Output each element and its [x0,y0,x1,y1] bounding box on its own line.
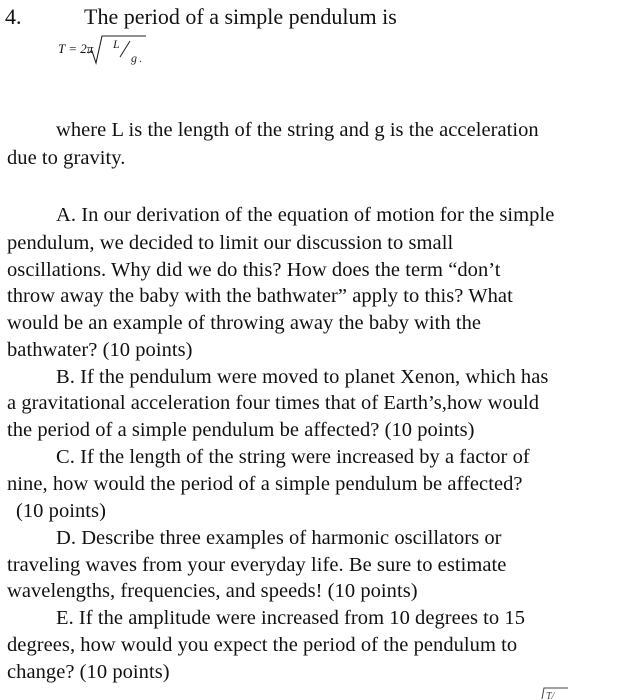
part-c-line-2: nine, how would the period of a simple pendulum be affected? [7,473,523,495]
part-a-line-1: A. In our derivation of the equation of motion for the simple [56,204,555,226]
part-d-line-2: traveling waves from your everyday life. Be sure to estimate [7,554,507,576]
question-number: 4. [5,4,22,29]
part-b-line-1: B. If the pendulum were moved to planet Xenon, which has [56,366,549,388]
formula-radical [86,34,156,66]
part-e-line-3: change? (10 points) [7,661,170,683]
part-c-line-3: (10 points) [16,500,106,522]
part-c-line-1: C. If the length of the string were increased by a factor of [56,446,530,468]
intro-line-2: due to gravity. [7,147,126,169]
part-a-line-4: throw away the baby with the bathwater” apply to this? What [7,285,513,307]
corner-fragment-text: T/ [546,691,555,700]
formula-denominator: g [131,51,137,65]
intro-line-1: where L is the length of the string and g is the acceleration [56,119,539,141]
formula-lhs: T = 2π [58,41,94,56]
part-b-line-2: a gravitational acceleration four times that of Earth’s,how would [7,392,540,414]
formula-trailing: . [139,51,142,65]
cropped-formula-fragment [540,686,570,700]
part-a-line-3: oscillations. Why did we do this? How does the term “don’t [7,259,501,281]
part-b-line-3: the period of a simple pendulum be affected? (10 points) [7,419,475,441]
part-a-line-2: pendulum, we decided to limit our discussion to small [7,232,454,254]
part-d-line-1: D. Describe three examples of harmonic oscillators or [56,527,502,549]
formula-numerator: L [113,37,120,51]
part-a-line-5: would be an example of throwing away the baby with the [7,312,482,334]
part-d-line-3: wavelengths, frequencies, and speeds! (10 points) [7,580,418,602]
part-e-line-1: E. If the amplitude were increased from 10 degrees to 15 [56,607,525,629]
period-formula [58,34,158,66]
part-e-line-2: degrees, how would you expect the period of the pendulum to [7,634,518,656]
question-title: The period of a simple pendulum is [84,4,397,29]
part-a-line-6: bathwater? (10 points) [7,339,193,361]
